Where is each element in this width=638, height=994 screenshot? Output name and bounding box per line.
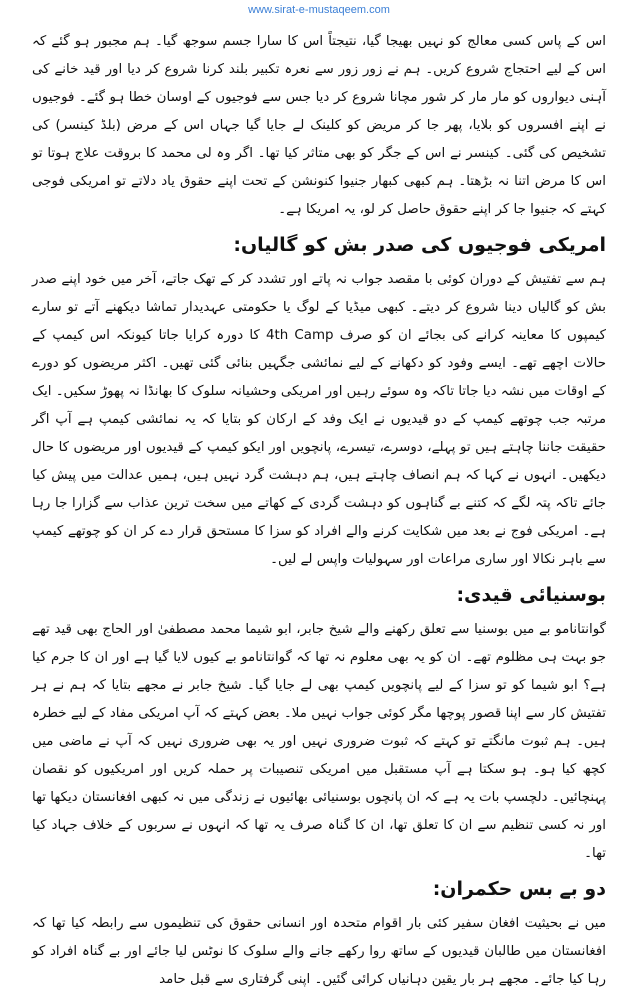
paragraph-two-helpless-rulers: میں نے بحیثیت افغان سفیر کئی بار اقوام متحدہ اور انسانی حقوق کی تنظیموں سے رابطہ کیا تھا کہ افغانستان میں طالبان قیدیوں کے ساتھ روا رکھے جانے والے سلوک کا نوٹس لیا جائے اور بے گناہ افراد کو رہا کیا جائے۔ مجھے ہر بار یقین دہانیاں کرائی گئیں۔ اپنی گرفتاری سے قبل حامد [32,916,606,987]
paragraph-bosnian-prisoners: گوانتانامو بے میں بوسنیا سے تعلق رکھنے والے شیخ جابر، ابو شیما محمد مصطفیٰ اور الحاج بھی قید تھے جو بہت ہی مظلوم تھے۔ ان کو یہ بھی معلوم نہ تھا کہ گوانتانامو بے کیوں لایا گیا ہے اور ان کا جرم کیا ہے؟ ابو شیما کو تو سزا کے لیے پانچویں کیمپ بھی لے جایا گیا۔ شیخ جابر نے مجھے بتایا کہ ہم نے ہر تفتیش کار سے اپنا قصور پوچھا مگر کوئی جواب نہیں ملا۔ بعض کہتے کہ آپ امریکی مفاد کے لیے خطرہ ہیں۔ ہم ثبوت مانگتے تو کہتے کہ ثبوت ضروری نہیں اور یہ بھی ضروری نہیں کہ آپ نے ماضی میں کچھ کیا ہو۔ ہو سکتا ہے آپ مستقبل میں امریکی تنصیبات پر حملہ کریں اور امریکیوں کو نقصان پہنچائیں۔ دلچسپ بات یہ ہے کہ ان پانچوں بوسنیائی بھائیوں نے زندگی میں نہ کبھی افغانستان دیکھا تھا اور نہ کسی تنظیم سے ان کا تعلق تھا، ان کا گناہ صرف یہ تھا کہ انہوں نے سربوں کے خلاف جہاد کیا تھا۔ [32,622,606,861]
site-url[interactable]: www.sirat-e-mustaqeem.com [248,4,390,16]
heading-bush-insults: امریکی فوجیوں کی صدر بش کو گالیاں: [233,234,606,256]
paragraph-bush-insults: ہم سے تفتیش کے دوران کوئی با مقصد جواب نہ پاتے اور تشدد کر کے تھک جاتے، آخر میں خود اپنے صدر بش کو گالیاں دینا شروع کر دیتے۔ کبھی میڈیا کے لوگ یا حکومتی عہدیدار تماشا دیکھنے آتے تو سارے کیمپوں کا معاینہ کرانے کی بجائے ان کو صرف 4th Camp کا دورہ کرایا جاتا کیونکہ اس کیمپ کے حالات اچھے تھے۔ ایسے وفود کو دکھانے کے لیے نمائشی جگہیں بنائی گئی تھیں۔ اکثر مریضوں کو دورے کے اوقات میں نشہ دیا جاتا تاکہ وہ سوئے رہیں اور امریکی وحشیانہ سلوک کا بھانڈا نہ پھوڑ سکیں۔ ایک مرتبہ جب چوتھے کیمپ کے دو قیدیوں نے ایک وفد کے ارکان کو بتایا کہ یہ نمائشی کیمپ ہے آپ اگر حقیقت جاننا چاہتے ہیں تو پہلے، دوسرے، تیسرے، پانچویں اور ایکو کیمپ کے قیدیوں اور مریضوں کا حال دیکھیں۔ انہوں نے کہا کہ ہم انصاف چاہتے ہیں، ہم دہشت گرد نہیں ہیں، ہمیں عدالت میں پیش کیا جائے تاکہ پتہ لگے کہ کتنے بے گناہوں کو دہشت گردی کے کھاتے میں سخت ترین عذاب سے گزارا جا رہا ہے۔ امریکی فوج نے بعد میں شکایت کرنے والے افراد کو سزا کا مستحق قرار دے کر ان کو چوتھے کیمپ سے باہر نکالا اور ساری مراعات اور سہولیات واپس لے لیں۔ [32,272,606,567]
document-body [32,28,606,994]
paragraph-intro: اس کے پاس کسی معالج کو نہیں بھیجا گیا، نتیجتاً اس کا سارا جسم سوجھ گیا۔ ہم مجبور ہو گئے کہ اس کے لیے احتجاج شروع کریں۔ ہم نے زور زور سے نعرہ تکبیر بلند کرنا شروع کر دیا اور قید خانے کی آہنی دیواروں کو مار مار کر شور مچانا شروع کر دیا جس سے فوجیوں کے اوسان خطا ہو گئے۔ فوجیوں نے اپنے افسروں کو بلایا، پھر جا کر مریض کو کلینک لے جایا گیا جہاں اس کے مرض (بلڈ کینسر) کی تشخیص کی گئی۔ کینسر نے اس کے جگر کو بھی متاثر کیا تھا۔ اگر وہ لی محمد کا بروقت علاج ہوتا تو اس کا مرض اتنا نہ بڑھتا۔ ہم کبھی کبھار جنیوا کنونشن کے تحت اپنے حقوق یاد دلاتے تو امریکی فوجی کہتے کہ جنیوا جا کر اپنے حقوق حاصل کر لو، یہ امریکا ہے۔ [32,34,606,217]
heading-two-helpless-rulers: دو بے بس حکمران: [432,878,606,900]
heading-bosnian-prisoners: بوسنیائی قیدی: [456,584,606,606]
